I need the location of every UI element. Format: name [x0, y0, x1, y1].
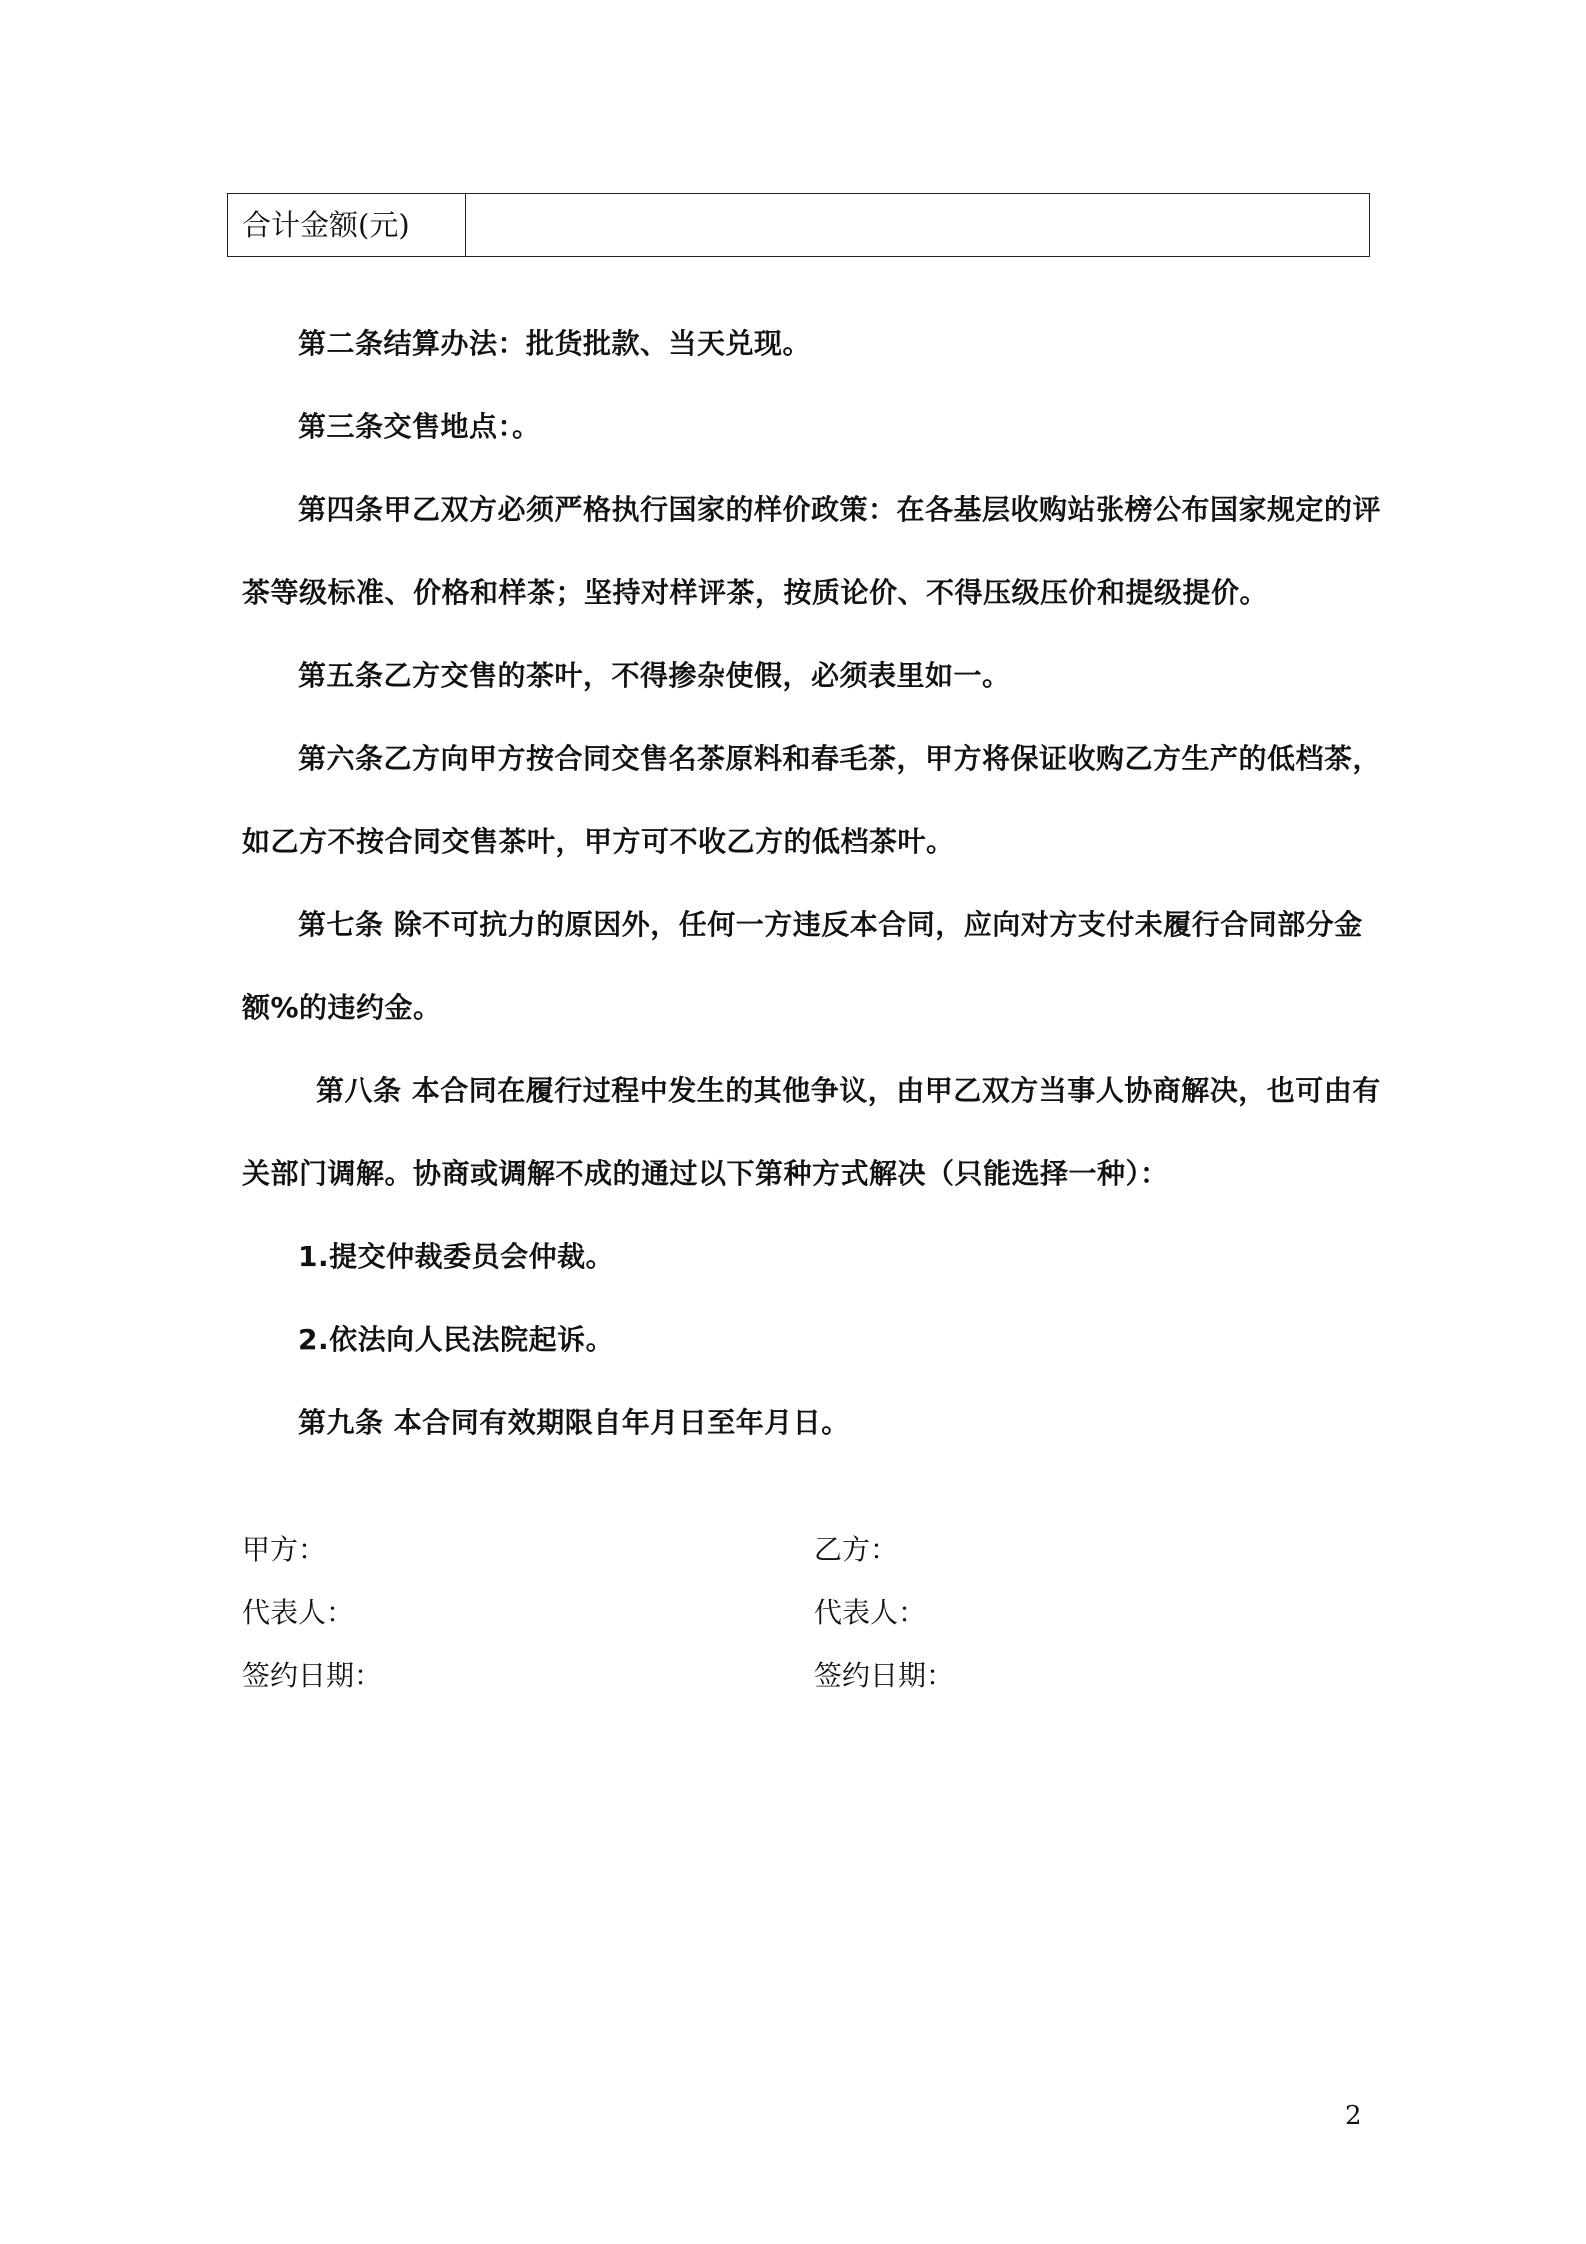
article-7-line-1 [298, 903, 1363, 943]
signing-date-a-label: 签约日期： [242, 1659, 383, 1692]
article-4-title: 第四条 [298, 493, 384, 526]
article-8-line-2: 关部门调解。协商或调解不成的通过以下第种方式解决（只能选择一种）： [242, 1157, 1169, 1190]
article-4-line-1 [298, 488, 1381, 528]
article-9 [298, 1401, 850, 1441]
party-b-label: 乙方： [814, 1533, 899, 1566]
article-6-text-1: 乙方向甲方按合同交售名茶原料和春毛茶，甲方将保证收购乙方生产的低档茶， [383, 742, 1382, 775]
total-amount-value [466, 194, 1369, 256]
article-8-title: 第八条 [316, 1074, 402, 1107]
article-6-line-1 [298, 737, 1381, 777]
article-7-title: 第七条 [298, 908, 384, 941]
total-amount-table [227, 193, 1370, 257]
article-7-line-2: 额%的违约金。 [242, 991, 442, 1024]
article-7-text-1: 除不可抗力的原因外，任何一方违反本合同，应向对方支付未履行合同部分金 [383, 908, 1363, 941]
article-4-line-2: 茶等级标准、价格和样茶；坚持对样评茶，按质论价、不得压级压价和提级提价。 [242, 576, 1269, 609]
article-5-title: 第五条 [298, 659, 384, 692]
option-2: 2.依法向人民法院起诉。 [298, 1323, 615, 1356]
article-3-text: 交售地点：。 [383, 410, 541, 443]
representative-b-label: 代表人： [814, 1596, 927, 1629]
article-8-text-1: 本合同在履行过程中发生的其他争议，由甲乙双方当事人协商解决，也可由有 [401, 1074, 1381, 1107]
article-2-text: 结算办法：批货批款、当天兑现。 [383, 327, 812, 360]
page-number: 2 [1345, 2101, 1362, 2131]
article-4-text-1: 甲乙双方必须严格执行国家的样价政策：在各基层收购站张榜公布国家规定的评 [383, 493, 1382, 526]
article-8-line-1 [316, 1069, 1381, 1109]
option-1: 1.提交仲裁委员会仲裁。 [298, 1240, 615, 1273]
article-2 [298, 322, 811, 362]
article-9-text: 本合同有效期限自年月日至年月日。 [383, 1406, 850, 1439]
article-2-title: 第二条 [298, 327, 384, 360]
article-5-text: 乙方交售的茶叶，不得掺杂使假，必须表里如一。 [383, 659, 1011, 692]
total-amount-label: 合计金额(元) [228, 194, 466, 256]
article-5 [298, 654, 1011, 694]
signing-date-b-label: 签约日期： [814, 1659, 955, 1692]
article-3-title: 第三条 [298, 410, 384, 443]
article-3 [298, 405, 541, 445]
article-9-title: 第九条 [298, 1406, 384, 1439]
representative-a-label: 代表人： [242, 1596, 355, 1629]
party-a-label: 甲方： [242, 1533, 327, 1566]
article-6-line-2: 如乙方不按合同交售茶叶，甲方可不收乙方的低档茶叶。 [242, 825, 955, 858]
article-6-title: 第六条 [298, 742, 384, 775]
